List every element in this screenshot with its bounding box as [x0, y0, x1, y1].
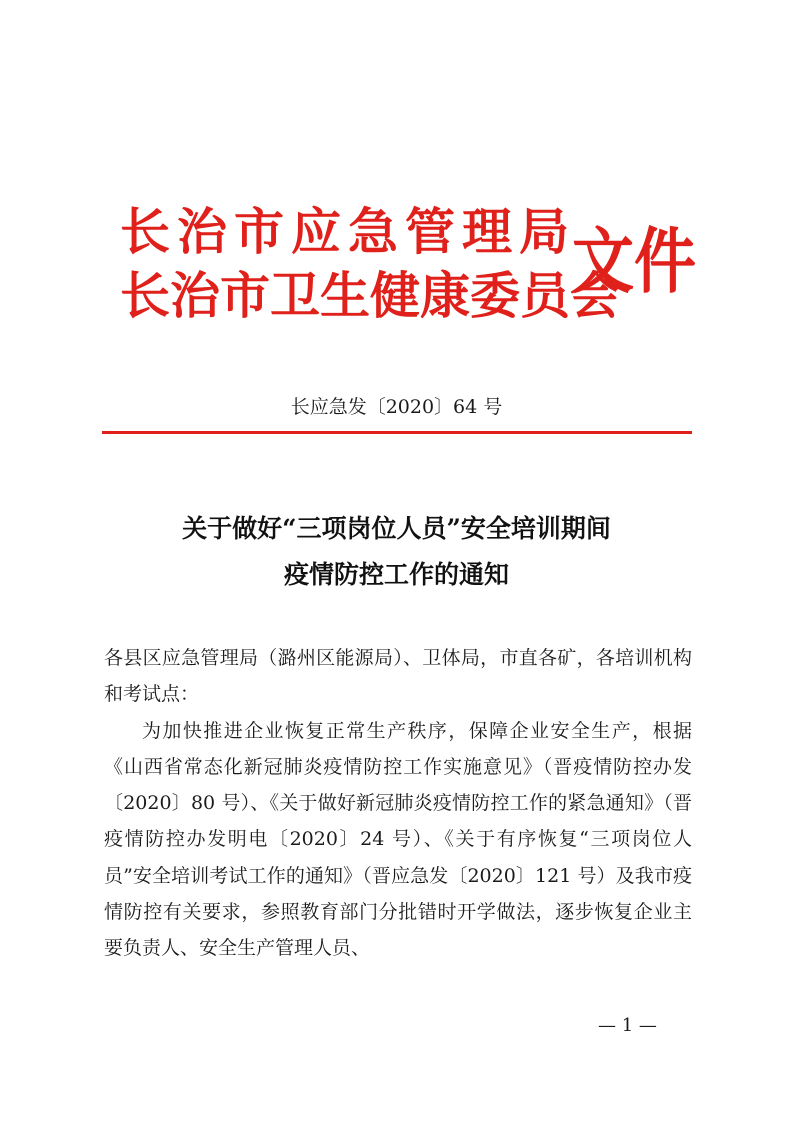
document-title — [0, 506, 793, 598]
salutation: 各县区应急管理局（潞州区能源局）、卫体局，市直各矿，各培训机构和考试点： — [104, 647, 692, 706]
document-body — [104, 640, 692, 967]
document-type-label: 文件 — [572, 219, 697, 304]
title-line-1: 关于做好“三项岗位人员”安全培训期间 — [182, 514, 611, 543]
body-paragraph: 为加快推进企业恢复正常生产秩序，保障企业安全生产，根据《山西省常态化新冠肺炎疫情防控工作实施意见》（晋疫情防控办发〔2020〕80 号）、《关于做好新冠肺炎疫情防控工作的紧急通知》（晋疫情防控办发明电〔2020〕24 号）、《关于有序恢复“三项岗位人员”安全培训考试工作的通知》（晋应急发〔2020〕121 号）及我市疫情防控有关要求，参照教育部门分批错时开学做法，逐步恢复企业主要负责人、安全生产管理人员、 — [104, 719, 692, 960]
issuer-name-emergency-bureau: 长治市应急管理局 — [120, 202, 576, 261]
document-header — [120, 200, 697, 330]
issuer-name-health-commission: 长治市卫生健康委员会 — [120, 266, 620, 325]
page-number: — 1 — — [598, 1015, 657, 1036]
title-line-2: 疫情防控工作的通知 — [283, 560, 509, 589]
document-number: 长应急发〔2020〕64 号 — [290, 396, 503, 418]
red-divider-line — [102, 431, 692, 434]
